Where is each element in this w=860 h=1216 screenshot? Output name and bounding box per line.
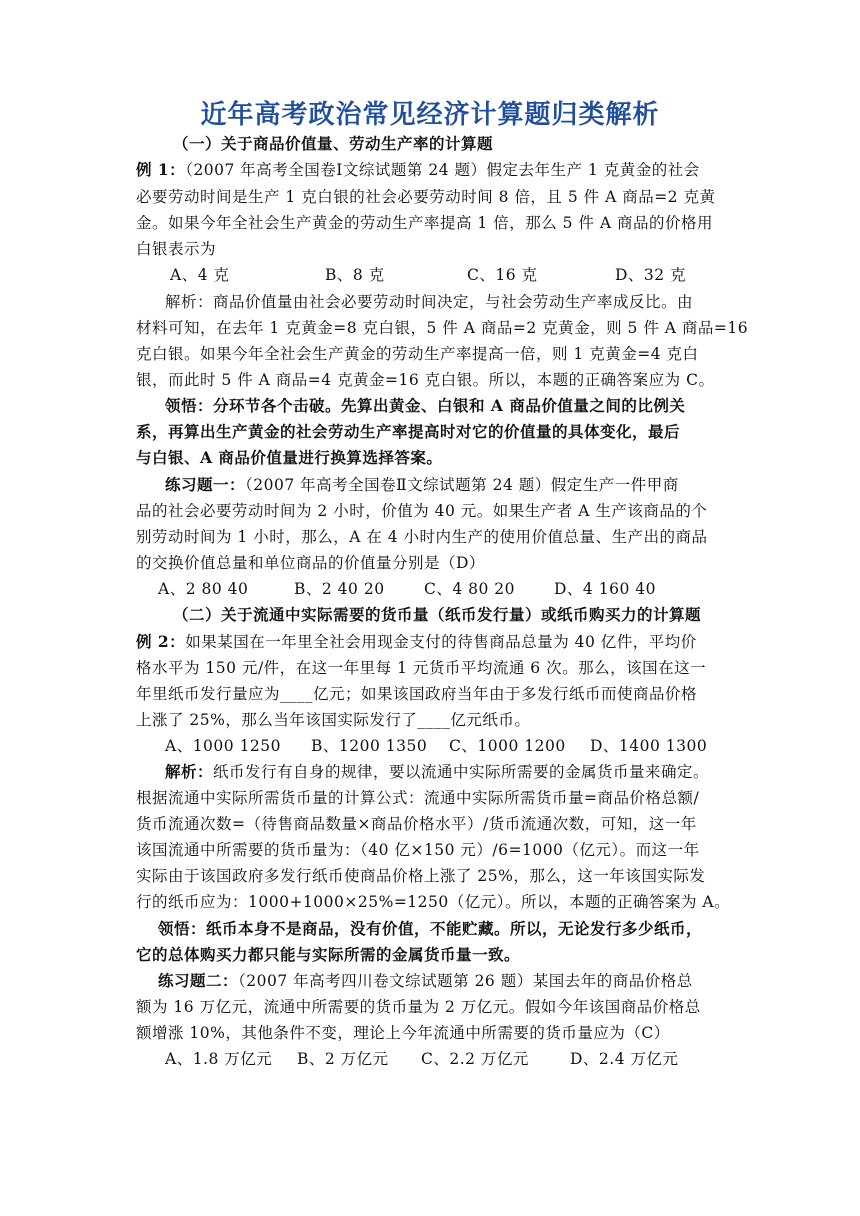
exercise2-option-d: D、2.4 万亿元 — [570, 1050, 679, 1068]
analysis1-line-1: 解析：商品价值量由社会必要劳动时间决定，与社会劳动生产率成反比。由 — [165, 293, 694, 311]
analysis2-line-2: 根据流通中实际所需货币量的计算公式：流通中实际所需货币量=商品价格总额/ — [136, 789, 700, 807]
example1-option-c: C、16 克 — [467, 266, 538, 284]
exercise2-option-a: A、1.8 万亿元 — [165, 1050, 273, 1068]
example1-line-2: 必要劳动时间是生产 1 克白银的社会必要劳动时间 8 倍，且 5 件 A 商品=2 克黄 — [136, 188, 716, 206]
example2-label: 例 2： — [136, 632, 186, 651]
exercise1-option-a: A、2 80 40 — [158, 580, 249, 598]
analysis1-line-3: 克白银。如果今年全社会生产黄金的劳动生产率提高一倍，则 1 克黄金=4 克白 — [136, 345, 699, 363]
analysis2-line-1: 解析：纸币发行有自身的规律，要以流通中实际所需要的金属货币量来确定。 — [165, 762, 710, 781]
example1-label: 例 1： — [136, 160, 186, 179]
exercise1-line-4: 的交换价值总量和单位商品的价值量分别是（D） — [136, 554, 485, 572]
example2-line-3: 年里纸币发行量应为____亿元；如果该国政府当年由于多发行纸币而使商品价格 — [136, 685, 698, 703]
exercise2-option-c: C、2.2 万亿元 — [421, 1050, 529, 1068]
example2-option-d: D、1400 1300 — [590, 737, 708, 755]
exercise2-label: 练习题二： — [158, 971, 239, 990]
example1-line-1: 例 1：（2007 年高考全国卷Ⅰ文综试题第 24 题）假定去年生产 1 克黄金的社会 — [136, 160, 700, 179]
exercise1-option-c: C、4 80 20 — [424, 580, 516, 598]
analysis2-line-5: 实际由于该国政府多发行纸币使商品价格上涨了 25%，那么，这一年该国实际发 — [136, 867, 706, 885]
exercise2-line-2: 额为 16 万亿元，流通中所需要的货币量为 2 万亿元。假如今年该国商品价格总 — [136, 998, 701, 1016]
section2-heading: （二）关于流通中实际需要的货币量（纸币发行量）或纸币购买力的计算题 — [173, 605, 702, 624]
exercise1-line-1: 练习题一：（2007 年高考全国卷Ⅱ文综试题第 24 题）假定生产一件甲商 — [165, 475, 679, 494]
analysis2-line-3: 货币流通次数=（待售商品数量×商品价格水平）/货币流通次数，可知，这一年 — [136, 815, 697, 833]
analysis2-line-6: 行的纸币应为：1000+1000×25%=1250（亿元）。所以，本题的正确答案为 A。 — [136, 893, 731, 911]
exercise1-label: 练习题一： — [165, 475, 246, 494]
insight2-line-2: 它的总体购买力都只能与实际所需的金属货币量一致。 — [136, 945, 521, 964]
insight1-line-1: 领悟：分环节各个击破。先算出黄金、白银和 A 商品价值量之间的比例关 — [165, 396, 686, 415]
section1-heading: （一）关于商品价值量、劳动生产率的计算题 — [173, 134, 494, 153]
example2-line-2: 格水平为 150 元/件，在这一年里每 1 元货币平均流通 6 次。那么，该国在这一 — [136, 659, 707, 677]
example2-line-4: 上涨了 25%，那么当年该国实际发行了____亿元纸币。 — [136, 711, 531, 729]
exercise1-option-d: D、4 160 40 — [554, 580, 656, 598]
analysis2-label: 解析： — [165, 762, 214, 781]
exercise2-line-1: 练习题二：（2007 年高考四川卷文综试题第 26 题）某国去年的商品价格总 — [158, 971, 693, 990]
example1-line-3: 金。如果今年全社会生产黄金的劳动生产率提高 1 倍，那么 5 件 A 商品的价格用 — [136, 214, 713, 232]
exercise1-line-2: 品的社会必要劳动时间为 2 小时，价值为 40 元。如果生产者 A 生产该商品的个 — [136, 502, 708, 520]
insight1-line-3: 与白银、A 商品价值量进行换算选择答案。 — [136, 448, 443, 467]
analysis1-line-2: 材料可知，在去年 1 克黄金=8 克白银，5 件 A 商品=2 克黄金，则 5 件 A 商品=16 — [136, 319, 749, 337]
exercise2-option-b: B、2 万亿元 — [297, 1050, 389, 1068]
example2-option-b: B、1200 1350 — [311, 737, 428, 755]
exercise2-line-3: 额增涨 10%，其他条件不变，理论上今年流通中所需要的货币量应为（C） — [136, 1024, 670, 1042]
exercise1-line-3: 别劳动时间为 1 小时，那么，A 在 4 小时内生产的使用价值总量、生产出的商品 — [136, 528, 708, 546]
insight1-line-2: 系，再算出生产黄金的社会劳动生产率提高时对它的价值量的具体变化，最后 — [136, 422, 681, 441]
example1-option-d: D、32 克 — [615, 266, 687, 284]
example2-option-c: C、1000 1200 — [449, 737, 566, 755]
example1-option-a: A、4 克 — [170, 266, 230, 284]
example2-line-1: 例 2：如果某国在一年里全社会用现金支付的待售商品总量为 40 亿件，平均价 — [136, 632, 697, 651]
insight2-line-1: 领悟：纸币本身不是商品，没有价值，不能贮藏。所以，无论发行多少纸币， — [158, 919, 703, 938]
document-title: 近年高考政治常见经济计算题归类解析 — [200, 100, 660, 130]
example1-line-4: 白银表示为 — [136, 240, 217, 258]
example1-option-b: B、8 克 — [325, 266, 385, 284]
exercise1-option-b: B、2 40 20 — [294, 580, 385, 598]
analysis1-line-4: 银，而此时 5 件 A 商品=4 克黄金=16 克白银。所以，本题的正确答案应为 C。 — [136, 371, 715, 389]
example2-option-a: A、1000 1250 — [165, 737, 282, 755]
analysis2-line-4: 该国流通中所需要的货币量为：（40 亿×150 元）/6=1000（亿元）。而这一年 — [136, 841, 700, 859]
